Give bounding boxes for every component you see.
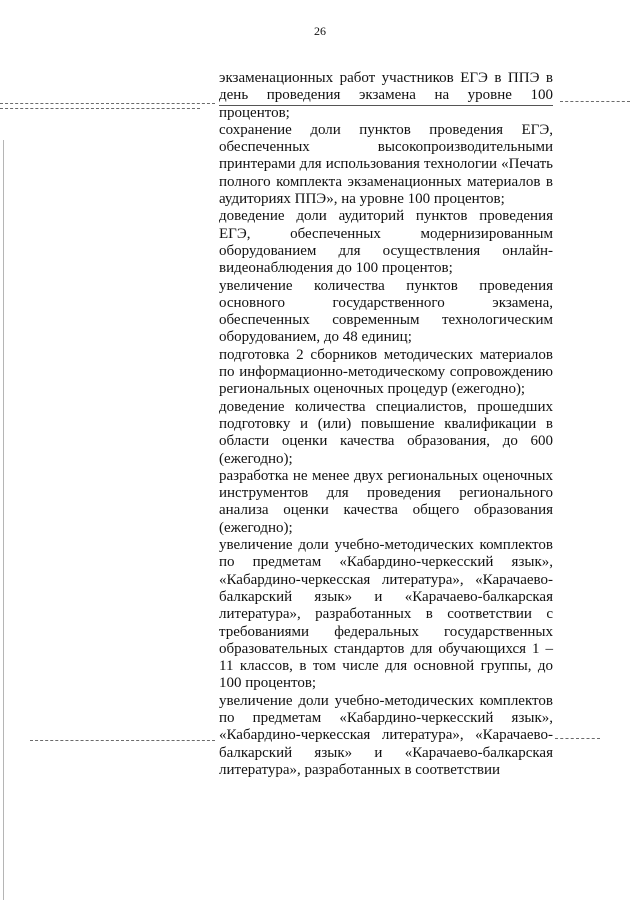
paragraph: подготовка 2 сборников методических материалов по информационно-методическому сопровождению региональных оценочных процедур (ежегодно); [219, 346, 553, 398]
paragraph: увеличение количества пунктов проведения основного государственного экзамена, обеспеченных современным технологическим оборудованием, до 48 единиц; [219, 277, 553, 346]
scan-artifact-line [0, 103, 215, 104]
paragraph: доведение количества специалистов, прошедших подготовку и (или) повышение квалификации в области оценки качества образования, до 600 (ежегодно); [219, 398, 553, 467]
paragraph: доведение доли аудиторий пунктов проведения ЕГЭ, обеспеченных модернизированным оборудованием для осуществления онлайн-видеонаблюдения до 100 процентов; [219, 208, 553, 277]
paragraph: увеличение доли учебно-методических комплектов по предметам «Кабардино-черкесский язык», «Кабардино-черкесская литература», «Карачаево-балкарский язык» и «Карачаево-балкарская литература», разработанных в соответствии с требованиями федеральных государственных образовательных стандартов для обучающихся 1 – 11 классов, в том числе для основной группы, до 100 процентов; [219, 537, 553, 692]
paragraph: увеличение доли учебно-методических комплектов по предметам «Кабардино-черкесский язык», «Кабардино-черкесская литература», «Карачаево-балкарский язык» и «Карачаево-балкарская литература», разработанных в соответствии [219, 692, 553, 778]
scan-artifact-line [30, 740, 215, 741]
paragraph: экзаменационных работ участников ЕГЭ в ППЭ в день проведения экзамена на уровне 100 процентов; [219, 70, 553, 121]
scan-artifact-vertical [3, 140, 4, 900]
paragraph: разработка не менее двух региональных оценочных инструментов для проведения регионального анализа оценки качества общего образования (ежегодно); [219, 467, 553, 536]
paragraph: сохранение доли пунктов проведения ЕГЭ, обеспеченных высокопроизводительными принтерами для использования технологии «Печать полного комплекта экзаменационных материалов в аудиториях ППЭ», на уровне 100 процентов; [219, 121, 553, 208]
page-number: 26 [314, 24, 326, 38]
body-text [219, 70, 553, 779]
scan-artifact-line [560, 101, 630, 102]
scan-artifact-line [0, 108, 200, 109]
scan-artifact-line [555, 738, 600, 739]
